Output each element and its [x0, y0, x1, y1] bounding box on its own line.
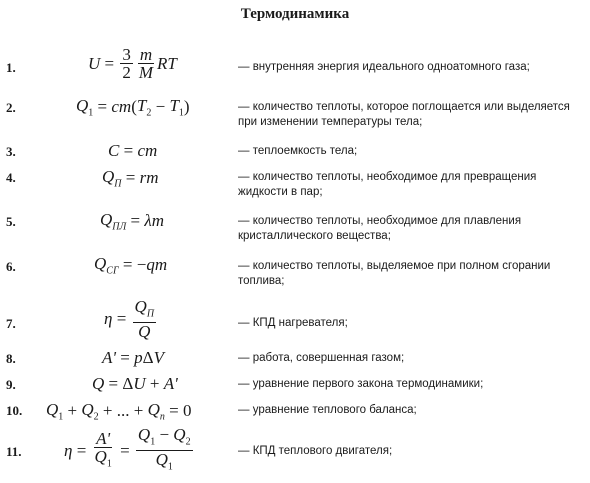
formula-melting-heat: $Q_{ПЛ}$ = λm	[100, 210, 165, 233]
item-number: 8.	[6, 351, 16, 366]
formula-heater-efficiency: η = $\frac{Q_П}{Q}$	[104, 297, 155, 342]
item-number: 11.	[6, 444, 22, 459]
formula-engine-efficiency: η = $\frac{A'}{Q_1}$ = $\frac{Q_1 - Q_2}{Q_1}$	[64, 425, 191, 473]
item-number: 9.	[6, 377, 16, 392]
formula-vaporization-heat: $Q_П$ = rm	[102, 167, 159, 190]
item-number: 5.	[6, 214, 16, 229]
page-title: Термодинамика	[240, 6, 350, 22]
formula-heat-balance: $Q_1$ + $Q_2$ + ... + $Q_n$ = 0	[46, 400, 192, 423]
formula-description: — количество теплоты, которое поглощается или выделяется при изменении температуры тела;	[238, 101, 570, 128]
item-number: 2.	[6, 100, 16, 115]
formula-gas-work: A' = p Δ V	[102, 348, 164, 367]
formula-description: — КПД теплового двигателя;	[238, 445, 393, 457]
item-number: 7.	[6, 316, 16, 331]
formula-internal-energy: U = $\frac{3}{2}$ $\frac{m}{M}$ RT	[88, 45, 177, 82]
item-number: 4.	[6, 170, 16, 185]
formula-description: — количество теплоты, необходимое для превращения жидкости в пар;	[238, 171, 537, 198]
formula-description: — работа, совершенная газом;	[238, 352, 405, 364]
formula-first-law: Q = Δ U + A'	[92, 374, 178, 393]
formula-description: — количество теплоты, выделяемое при полном сгорании топлива;	[238, 260, 551, 287]
formula-description: — уравнение первого закона термодинамики;	[238, 378, 484, 390]
formula-heat-quantity: $Q_1$ = cm ( $T_2$ − $T_1$ )	[76, 96, 190, 119]
formula-heat-capacity: C = cm	[108, 141, 158, 160]
formula-description: — КПД нагревателя;	[238, 317, 348, 329]
item-number: 6.	[6, 259, 16, 274]
formula-description: — уравнение теплового баланса;	[238, 404, 417, 416]
item-number: 1.	[6, 60, 16, 75]
formula-description: — количество теплоты, необходимое для плавления кристаллического вещества;	[238, 215, 522, 242]
formula-combustion-heat: $Q_{СГ}$ = − qm	[94, 254, 168, 277]
item-number: 10.	[6, 403, 23, 418]
formula-description: — теплоемкость тела;	[238, 145, 358, 157]
formula-description: — внутренняя энергия идеального одноатомного газа;	[238, 61, 530, 73]
item-number: 3.	[6, 144, 16, 159]
